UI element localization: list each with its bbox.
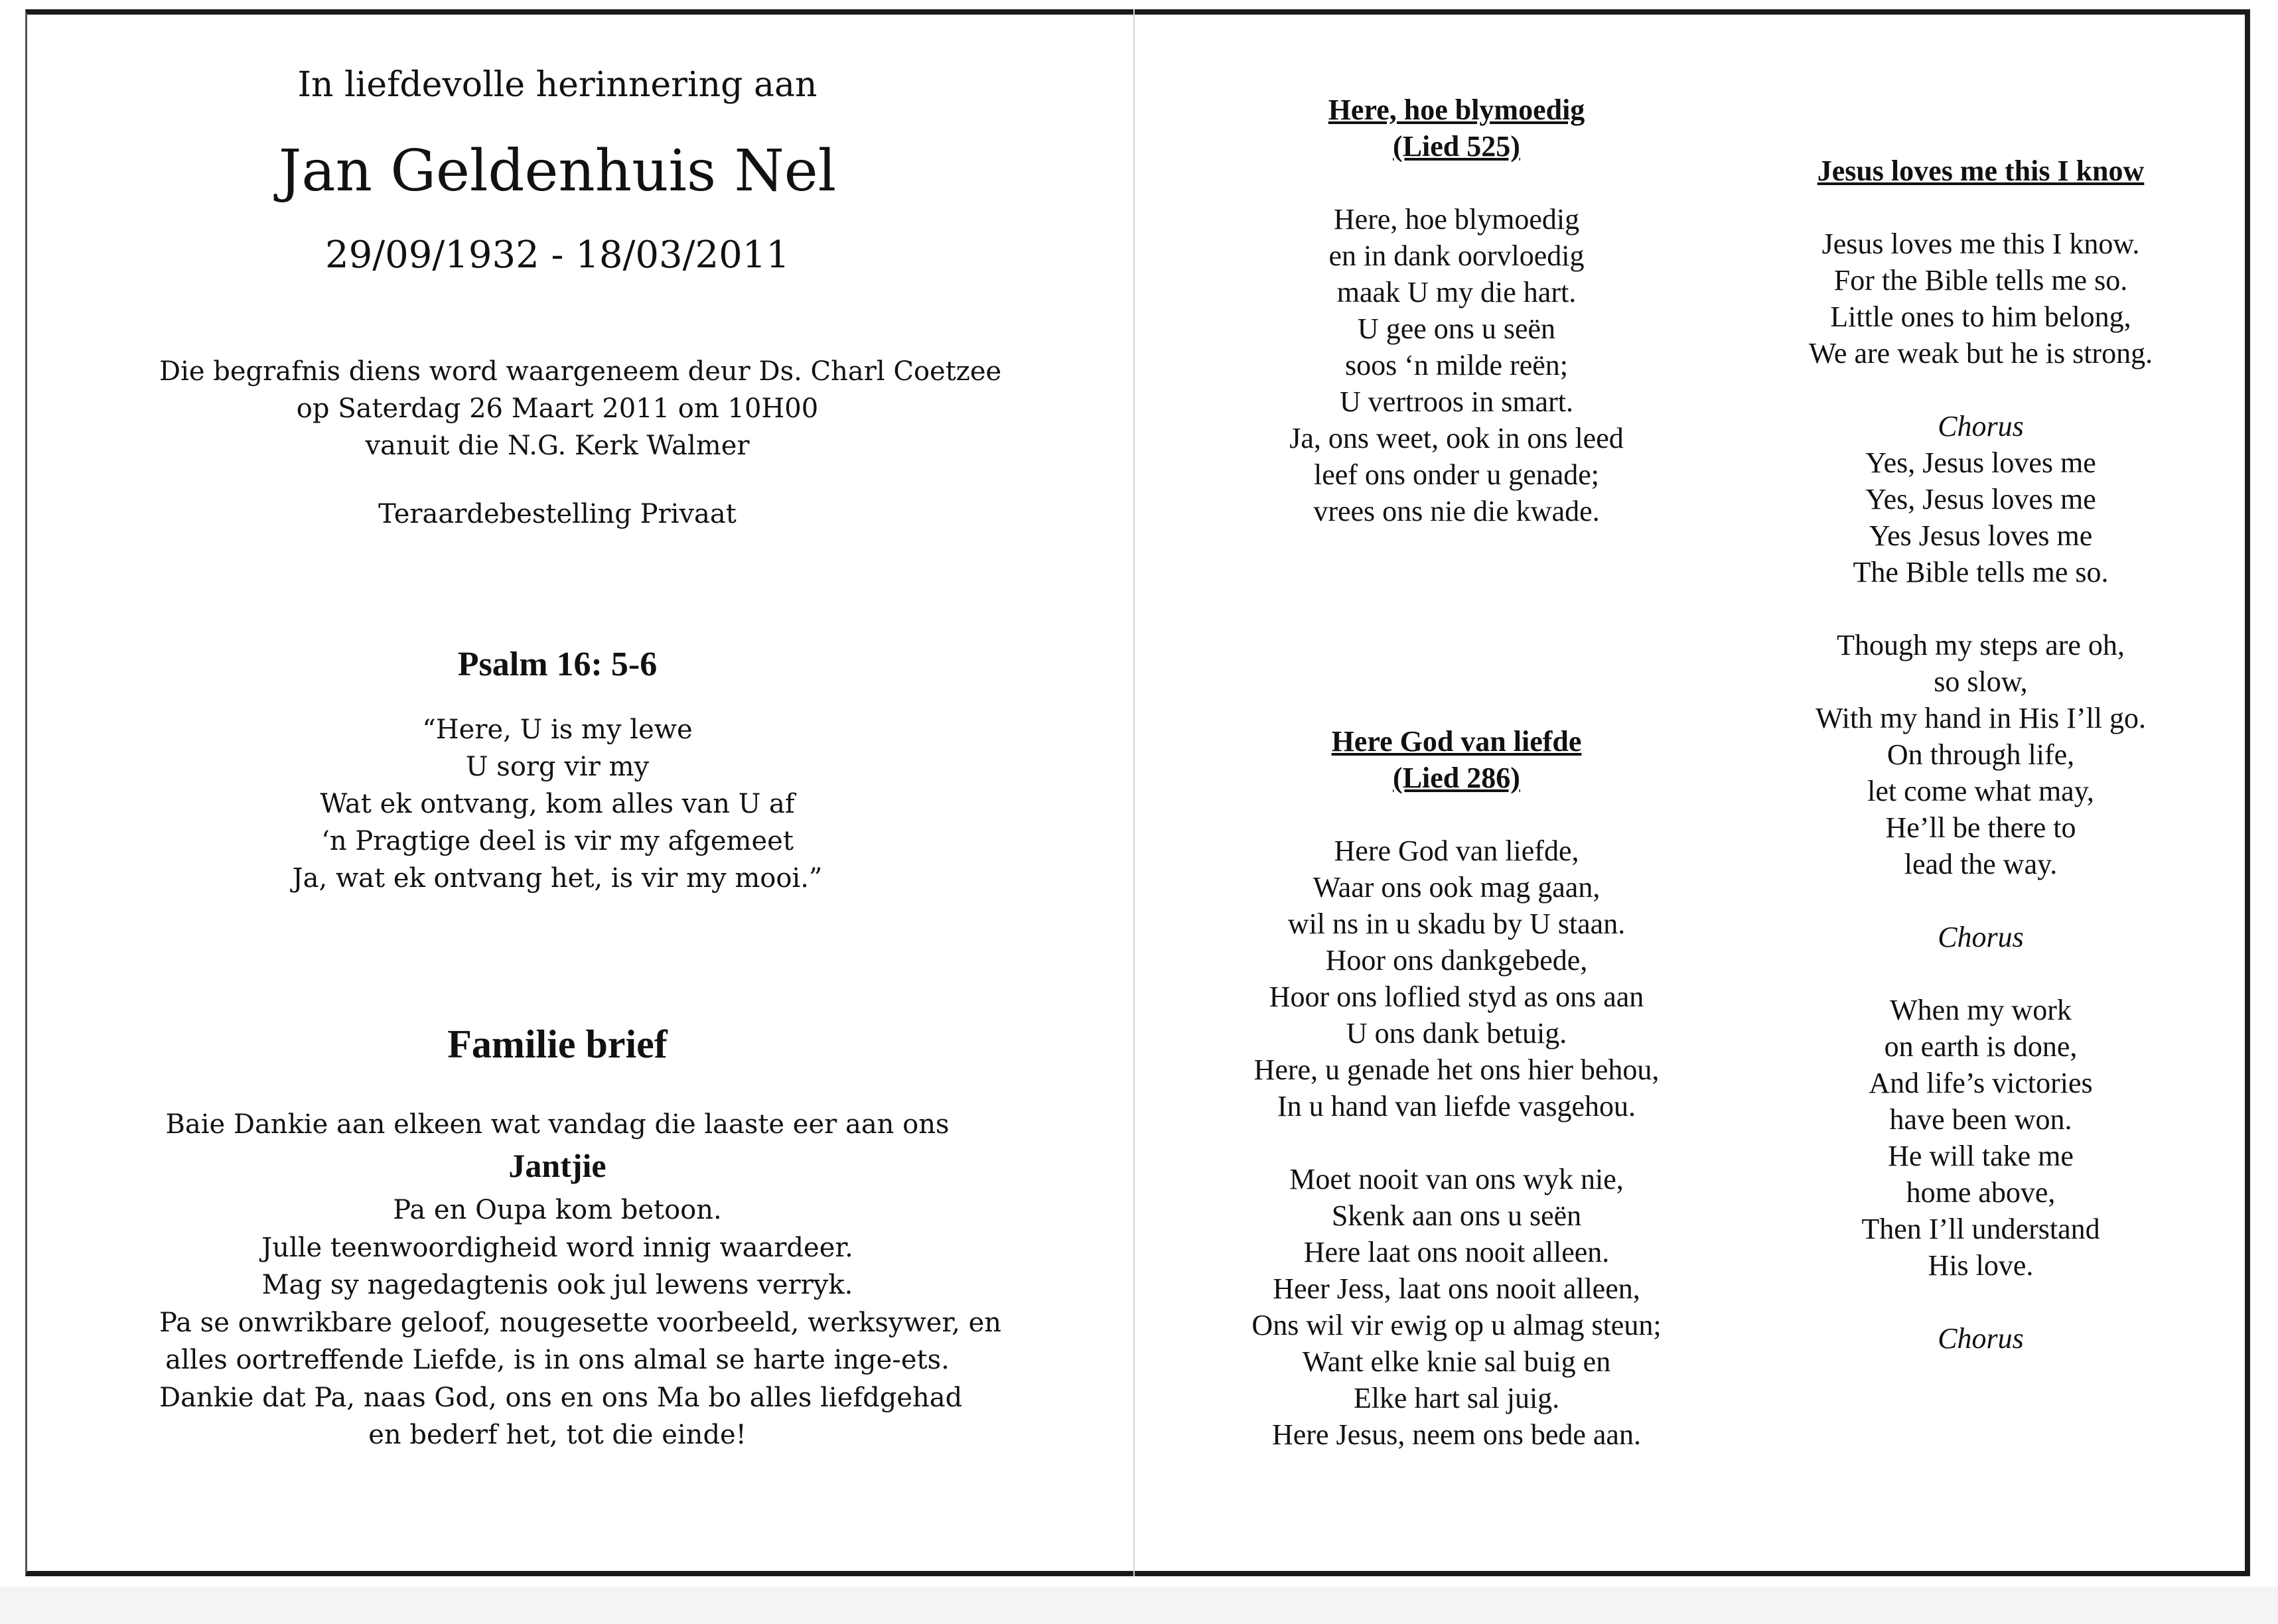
verse-line: When my work xyxy=(1890,994,2072,1026)
verse-line: For the Bible tells me so. xyxy=(1833,264,2128,297)
verse-line: have been won. xyxy=(1889,1103,2072,1136)
hymn-number: (Lied 525) xyxy=(1393,130,1520,163)
service-line: vanuit die N.G. Kerk Walmer xyxy=(365,431,750,461)
verse-line: vrees ons nie die kwade. xyxy=(1313,495,1600,527)
verse-line: soos ‘n milde reën; xyxy=(1344,349,1569,381)
life-dates: 29/09/1932 - 18/03/2011 xyxy=(324,234,790,277)
service-details xyxy=(159,353,1002,464)
family-letter-title: Familie brief xyxy=(447,1022,668,1066)
chorus-line: Yes, Jesus loves me xyxy=(1865,446,2096,479)
service-line: Die begrafnis diens word waargeneem deur Ds. Charl Coetzee xyxy=(159,356,1002,387)
verse-line: And life’s victories xyxy=(1869,1067,2093,1099)
verse-line: Little ones to him belong, xyxy=(1830,301,2131,333)
psalm-line: ‘n Pragtige deel is vir my afgemeet xyxy=(321,826,794,856)
verse-line: U gee ons u seën xyxy=(1357,312,1556,345)
family-line: Dankie dat Pa, naas God, ons en ons Ma bo alles liefdgehad xyxy=(159,1382,963,1413)
family-letter-intro: Baie Dankie aan elkeen wat vandag die laaste eer aan ons xyxy=(165,1109,950,1140)
verse-line: en in dank oorvloedig xyxy=(1328,239,1585,272)
verse-line: Want elke knie sal buig en xyxy=(1302,1345,1611,1378)
verse-line: His love. xyxy=(1928,1249,2034,1282)
chorus-label: Chorus xyxy=(1938,921,2024,953)
chorus-label: Chorus xyxy=(1938,410,2024,442)
verse-line: leef ons onder u genade; xyxy=(1313,458,1600,491)
verse-line: Here laat ons nooit alleen. xyxy=(1303,1236,1610,1268)
verse-line: U vertroos in smart. xyxy=(1340,385,1573,418)
chorus-line: Yes Jesus loves me xyxy=(1869,519,2093,552)
verse-line: wil ns in u skadu by U staan. xyxy=(1287,908,1626,940)
family-letter-body xyxy=(159,1191,1002,1454)
psalm-title: Psalm 16: 5-6 xyxy=(457,645,658,683)
hymn-2-verse-2 xyxy=(1188,1161,1725,1453)
verse-line: Here, hoe blymoedig xyxy=(1333,203,1580,236)
hymn-3-chorus-ref-2 xyxy=(1739,1320,2223,1357)
verse-line: On through life, xyxy=(1886,738,2075,771)
verse-line: Ja, ons weet, ook in ons leed xyxy=(1289,422,1624,454)
verse-line: Here God van liefde, xyxy=(1334,835,1579,867)
hymn-2-verse-1 xyxy=(1188,833,1725,1124)
hymn-title-line: Here, hoe blymoedig xyxy=(1328,94,1585,126)
family-line: Pa se onwrikbare geloof, nougesette voorbeeld, werksywer, en xyxy=(159,1307,1002,1338)
hymn-2-block xyxy=(1188,723,1725,1453)
verse-line: on earth is done, xyxy=(1884,1030,2078,1063)
psalm-text xyxy=(159,711,956,897)
hymn-1-verse xyxy=(1188,201,1725,529)
chorus-line: Yes, Jesus loves me xyxy=(1865,483,2096,515)
hymn-2-title xyxy=(1188,723,1725,796)
verse-line: maak U my die hart. xyxy=(1336,276,1577,308)
verse-line: U ons dank betuig. xyxy=(1346,1017,1567,1049)
psalm-line: U sorg vir my xyxy=(465,752,650,782)
hymn-3-title: Jesus loves me this I know xyxy=(1817,155,2145,187)
hymn-panel-right xyxy=(1739,153,2223,1357)
hymn-3-verse-1 xyxy=(1739,226,2223,372)
verse-line: In u hand van liefde vasgehou. xyxy=(1277,1090,1636,1122)
verse-line: Hoor ons dankgebede, xyxy=(1325,944,1588,977)
psalm-line: “Here, U is my lewe xyxy=(422,714,693,745)
verse-line: Moet nooit van ons wyk nie, xyxy=(1289,1163,1624,1195)
psalm-line: Ja, wat ek ontvang het, is vir my mooi.” xyxy=(292,863,823,894)
verse-line: Then I’ll understand xyxy=(1861,1213,2100,1245)
verse-line: He will take me xyxy=(1888,1140,2074,1172)
verse-line: Skenk aan ons u seën xyxy=(1331,1199,1582,1232)
verse-line: Hoor ons loflied styd as ons aan xyxy=(1269,981,1644,1013)
verse-line: so slow, xyxy=(1934,665,2028,698)
family-line: en bederf het, tot die einde! xyxy=(368,1420,747,1450)
verse-line: home above, xyxy=(1906,1176,2056,1209)
verse-line: Jesus loves me this I know. xyxy=(1821,228,2140,260)
hymn-title-line: Here God van liefde xyxy=(1331,725,1582,758)
burial-note: Teraardebestelling Privaat xyxy=(378,499,737,529)
verse-line: Waar ons ook mag gaan, xyxy=(1313,871,1601,904)
family-line: Pa en Oupa kom betoon. xyxy=(393,1195,722,1225)
left-panel xyxy=(159,0,1002,1579)
verse-line: Elke hart sal juig. xyxy=(1353,1382,1560,1414)
chorus-label: Chorus xyxy=(1938,1322,2024,1355)
psalm-line: Wat ek ontvang, kom alles van U af xyxy=(320,789,795,819)
verse-line: He’ll be there to xyxy=(1885,811,2076,844)
deceased-name: Jan Geldenhuis Nel xyxy=(278,138,837,204)
page-fold xyxy=(1133,9,1135,1576)
verse-line: Here Jesus, neem ons bede aan. xyxy=(1272,1418,1641,1451)
verse-line: We are weak but he is strong. xyxy=(1808,337,2153,370)
verse-line: Though my steps are oh, xyxy=(1837,629,2125,661)
family-letter-name: Jantjie xyxy=(508,1147,606,1184)
family-line: alles oortreffende Liefde, is in ons almal se harte inge-ets. xyxy=(165,1345,950,1375)
hymn-panel-middle xyxy=(1188,92,1725,529)
hymn-3-verse-2 xyxy=(1739,627,2223,882)
verse-line: Here, u genade het ons hier behou, xyxy=(1253,1053,1660,1086)
family-line: Mag sy nagedagtenis ook jul lewens verryk. xyxy=(261,1270,853,1300)
hymn-3-chorus-ref xyxy=(1739,919,2223,955)
verse-line: lead the way. xyxy=(1904,848,2058,880)
hymn-3-chorus xyxy=(1739,408,2223,590)
memorial-intro: In liefdevolle herinnering aan xyxy=(297,65,818,105)
scan-margin xyxy=(0,1587,2278,1624)
verse-line: Ons wil vir ewig op u almag steun; xyxy=(1251,1309,1662,1341)
family-line: Julle teenwoordigheid word innig waardeer. xyxy=(261,1232,853,1263)
hymn-1-title xyxy=(1188,92,1725,165)
verse-line: With my hand in His I’ll go. xyxy=(1815,702,2147,734)
verse-line: Heer Jess, laat ons nooit alleen, xyxy=(1273,1272,1640,1305)
service-line: op Saterdag 26 Maart 2011 om 10H00 xyxy=(296,393,819,424)
chorus-line: The Bible tells me so. xyxy=(1853,556,2109,588)
hymn-3-verse-3 xyxy=(1739,992,2223,1284)
hymn-number: (Lied 286) xyxy=(1393,762,1520,794)
verse-line: let come what may, xyxy=(1867,775,2094,807)
